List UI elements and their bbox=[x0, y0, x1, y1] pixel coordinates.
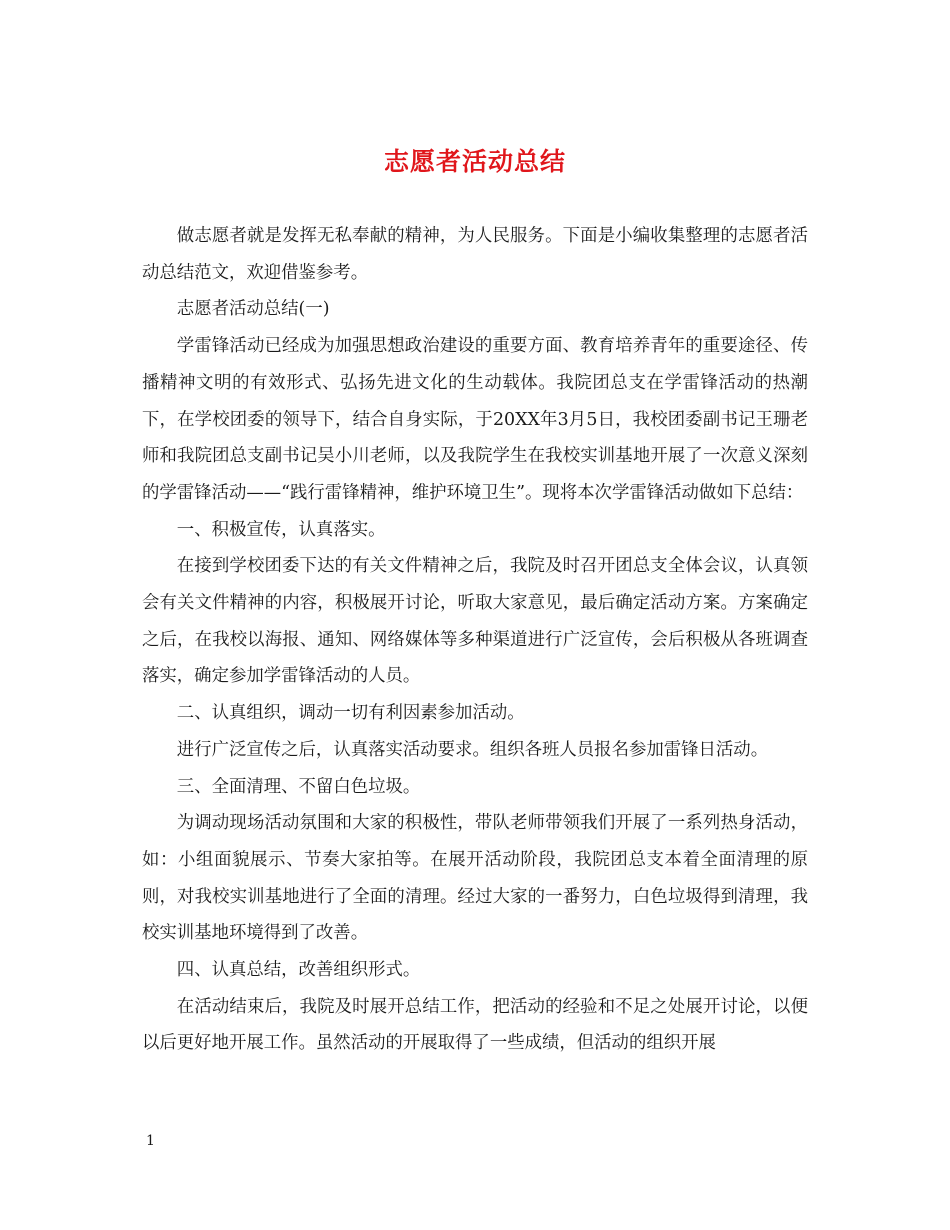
subsection-heading: 三、全面清理、不留白色垃圾。 bbox=[176, 776, 421, 797]
page-title: 志愿者活动总结 bbox=[383, 147, 566, 176]
section-heading: 志愿者活动总结(一) bbox=[176, 299, 330, 320]
paragraph: 在活动结束后，我院及时展开总结工作，把活动的经验和不足之处展开讨论，以便以后更好地开展工作。虽然活动的开展取得了一些成绩，但活动的组织开展 bbox=[142, 996, 808, 1054]
paragraph: 在接到学校团委下达的有关文件精神之后，我院及时召开团总支全体会议，认真领会有关文件精神的内容，积极展开讨论，听取大家意见，最后确定活动方案。方案确定之后，在我校以海报、通知、网络媒体等多种渠道进行广泛宣传，会后积极从各班调查落实，确定参加学雷锋活动的人员。 bbox=[142, 556, 808, 687]
paragraph-intro: 做志愿者就是发挥无私奉献的精神，为人民服务。下面是小编收集整理的志愿者活动总结范文，欢迎借鉴参考。 bbox=[142, 226, 808, 283]
subsection-heading: 四、认真总结，改善组织形式。 bbox=[176, 960, 421, 981]
subsection-heading: 二、认真组织，调动一切有利因素参加活动。 bbox=[176, 703, 525, 724]
paragraph: 为调动现场活动氛围和大家的积极性，带队老师带领我们开展了一系列热身活动，如：小组面貌展示、节奏大家拍等。在展开活动阶段，我院团总支本着全面清理的原则，对我校实训基地进行了全面的清理。经过大家的一番努力，白色垃圾得到清理，我校实训基地环境得到了改善。 bbox=[142, 813, 808, 944]
paragraph: 进行广泛宣传之后，认真落实活动要求。组织各班人员报名参加雷锋日活动。 bbox=[176, 739, 769, 760]
paragraph: 学雷锋活动已经成为加强思想政治建设的重要方面、教育培养青年的重要途径、传播精神文明的有效形式、弘扬先进文化的生动载体。我院团总支在学雷锋活动的热潮下，在学校团委的领导下，结合自身实际，于20XX年3月5日，我校团委副书记王珊老师和我院团总支副书记吴小川老师，以及我院学生在我校实训基地开展了一次意义深刻的学雷锋活动——“践行雷锋精神，维护环境卫生”。现将本次学雷锋活动做如下总结： bbox=[142, 336, 808, 503]
document-body bbox=[142, 218, 808, 1062]
page-number: 1 bbox=[146, 1133, 155, 1149]
subsection-heading: 一、积极宣传，认真落实。 bbox=[176, 519, 386, 540]
